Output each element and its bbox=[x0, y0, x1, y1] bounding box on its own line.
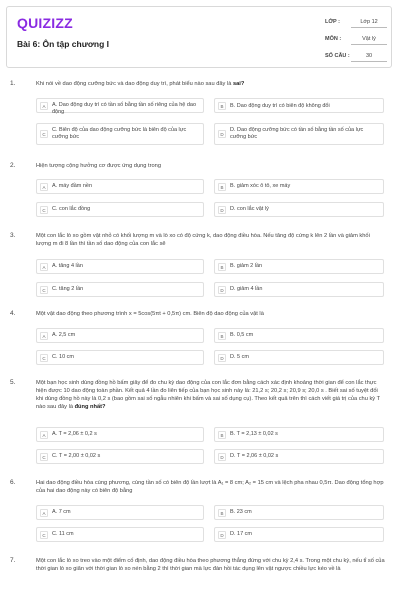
question-count-value: 30 bbox=[351, 53, 387, 62]
option-text: B. 23 cm bbox=[230, 509, 252, 515]
option-letter: D bbox=[218, 531, 226, 539]
option-5c[interactable] bbox=[36, 449, 204, 464]
option-text: D. T = 2,06 ± 0,02 s bbox=[230, 453, 279, 459]
question-stem: Một vật dao động theo phương trình x = 5cos(5πt + 0,5π) cm. Biên độ dao động của vật là bbox=[36, 311, 264, 317]
option-text: A. 2,5 cm bbox=[52, 332, 76, 338]
question-stem: Hiện tượng cộng hưởng cơ được ứng dụng trong bbox=[36, 163, 162, 169]
class-label: LỚP : bbox=[325, 19, 340, 25]
option-text: B. giảm xóc ô tô, xe máy bbox=[230, 183, 291, 189]
option-letter: B bbox=[218, 183, 226, 191]
option-1d[interactable] bbox=[214, 123, 384, 145]
question-stem: Một bạn học sinh dùng đồng hồ bấm giây để đo chu kỳ dao động của con lắc đơn bằng cách xác định khoảng thời gian để con lắc thực hiện được 10 dao động toàn phần. Kết quả 4 lần đo liên tiếp của bạn học sinh này là: 21,2 s; 20,2 s; 20,9 s; 20,0 s . Biết sai số tuyệt đối khi dùng đồng hồ này là 0,2 s (bao gồm sai số ngẫu nhiên khi bấm và sai số dụng cụ). Theo kết quả trên thì cách viết giá trị của chu kỳ T nào sau đây là bbox=[36, 380, 380, 410]
option-letter: A bbox=[40, 332, 48, 340]
option-letter: B bbox=[218, 431, 226, 439]
option-letter: B bbox=[218, 263, 226, 271]
option-text: B. Dao động duy trì có biên độ không đổi bbox=[230, 103, 330, 109]
option-3a[interactable] bbox=[36, 259, 204, 274]
question-stem: Hai dao động điều hòa cùng phương, cùng tần số có biên độ lần lượt là A₁ = 8 cm; A₂ = 15 cm và lệch pha nhau 0,5π. Dao động tổng hợp của hai dao động này có biên độ bằng bbox=[36, 480, 384, 494]
option-text: C. 10 cm bbox=[52, 354, 75, 360]
option-text: A. T = 2,06 ± 0,2 s bbox=[52, 431, 97, 437]
option-letter: C bbox=[40, 531, 48, 539]
question-emphasis: đúng nhất? bbox=[74, 404, 106, 410]
question-number: 3. bbox=[10, 232, 16, 239]
option-6b[interactable] bbox=[214, 505, 384, 520]
option-text: A. Dao động duy trì có tần số bằng tần số riêng của hệ dao động bbox=[52, 102, 197, 115]
option-letter: C bbox=[40, 354, 48, 362]
question-number: 4. bbox=[10, 310, 16, 317]
option-4d[interactable] bbox=[214, 350, 384, 365]
option-6d[interactable] bbox=[214, 527, 384, 542]
option-3c[interactable] bbox=[36, 282, 204, 297]
option-letter: C bbox=[40, 206, 48, 214]
question-stem: Một con lắc lò xo treo vào một điểm cố định, dao động điều hòa theo phương thẳng đứng với chu kỳ 2,4 s. Trong một chu kỳ, nếu tỉ số của thời gian lò xo giãn với thời gian lò xo nén bằng 2 thì thời gian mà lực đàn hồi tác dụng lên vật ngược chiều lực kéo về là bbox=[36, 558, 385, 572]
question-text bbox=[36, 479, 386, 495]
option-letter: B bbox=[218, 102, 226, 110]
option-letter: A bbox=[40, 263, 48, 271]
option-letter: C bbox=[40, 286, 48, 294]
class-value: Lớp 12 bbox=[351, 19, 387, 28]
option-text: B. 0,5 cm bbox=[230, 332, 254, 338]
worksheet-title: Bài 6: Ôn tập chương I bbox=[17, 39, 110, 49]
option-letter: A bbox=[40, 183, 48, 191]
option-text: B. T = 2,13 ± 0,02 s bbox=[230, 431, 278, 437]
question-number: 2. bbox=[10, 162, 16, 169]
option-letter: D bbox=[218, 206, 226, 214]
option-6c[interactable] bbox=[36, 527, 204, 542]
option-4b[interactable] bbox=[214, 328, 384, 343]
option-4a[interactable] bbox=[36, 328, 204, 343]
option-letter: A bbox=[40, 509, 48, 517]
option-text: B. giảm 2 lần bbox=[230, 263, 263, 269]
option-4c[interactable] bbox=[36, 350, 204, 365]
question-number: 7. bbox=[10, 557, 16, 564]
option-5d[interactable] bbox=[214, 449, 384, 464]
option-letter: A bbox=[40, 431, 48, 439]
option-letter: D bbox=[218, 130, 226, 138]
subject-value: Vật lý bbox=[351, 36, 387, 45]
option-3b[interactable] bbox=[214, 259, 384, 274]
option-text: C. con lắc đồng bbox=[52, 206, 91, 212]
option-letter: C bbox=[40, 130, 48, 138]
question-number: 6. bbox=[10, 479, 16, 486]
option-2d[interactable] bbox=[214, 202, 384, 217]
question-text bbox=[36, 379, 386, 411]
option-1a[interactable] bbox=[36, 98, 204, 113]
option-2b[interactable] bbox=[214, 179, 384, 194]
subject-label: MÔN : bbox=[325, 36, 342, 42]
option-letter: D bbox=[218, 354, 226, 362]
question-text bbox=[36, 80, 386, 88]
question-number: 5. bbox=[10, 379, 16, 386]
option-2a[interactable] bbox=[36, 179, 204, 194]
option-letter: D bbox=[218, 286, 226, 294]
question-emphasis: sai? bbox=[232, 81, 245, 87]
option-text: D. giảm 4 lần bbox=[230, 286, 263, 292]
question-number: 1. bbox=[10, 80, 16, 87]
option-6a[interactable] bbox=[36, 505, 204, 520]
option-text: A. 7 cm bbox=[52, 509, 71, 515]
option-text: C. T = 2,00 ± 0,02 s bbox=[52, 453, 101, 459]
question-stem: Khi nói về dao động cưỡng bức và dao động duy trì, phát biểu nào sau đây là bbox=[36, 81, 233, 87]
option-letter: B bbox=[218, 509, 226, 517]
question-stem: Một con lắc lò xo gồm vật nhỏ có khối lượng m và lò xo có độ cứng k, dao động điều hòa. Nếu tăng độ cứng k lên 2 lần và giảm khối lượng m đi 8 lần thì tần số dao động của con lắc sẽ bbox=[36, 233, 370, 247]
option-text: D. Dao động cưỡng bức có tần số bằng tần số của lực cưỡng bức bbox=[230, 127, 364, 140]
question-text bbox=[36, 557, 386, 573]
option-letter: A bbox=[40, 102, 48, 110]
option-3d[interactable] bbox=[214, 282, 384, 297]
option-1c[interactable] bbox=[36, 123, 204, 145]
quizizz-logo: QUIZIZZ bbox=[17, 15, 73, 31]
option-text: D. 5 cm bbox=[230, 354, 249, 360]
option-text: D. 17 cm bbox=[230, 531, 253, 537]
option-text: A. tăng 4 lần bbox=[52, 263, 83, 269]
question-count-label: SỐ CÂU : bbox=[325, 53, 350, 59]
option-5a[interactable] bbox=[36, 427, 204, 442]
option-text: C. 11 cm bbox=[52, 531, 74, 537]
option-text: C. Biên độ của dao động cưỡng bức là biên độ của lực cưỡng bức bbox=[52, 127, 187, 140]
option-2c[interactable] bbox=[36, 202, 204, 217]
option-5b[interactable] bbox=[214, 427, 384, 442]
question-text bbox=[36, 162, 386, 170]
question-text bbox=[36, 310, 386, 318]
option-letter: B bbox=[218, 332, 226, 340]
question-text bbox=[36, 232, 386, 248]
option-text: C. tăng 2 lần bbox=[52, 286, 84, 292]
option-text: D. con lắc vật lý bbox=[230, 206, 269, 212]
option-1b[interactable] bbox=[214, 98, 384, 113]
option-letter: D bbox=[218, 453, 226, 461]
option-letter: C bbox=[40, 453, 48, 461]
worksheet-header bbox=[6, 6, 392, 68]
option-text: A. máy đầm nền bbox=[52, 183, 93, 189]
